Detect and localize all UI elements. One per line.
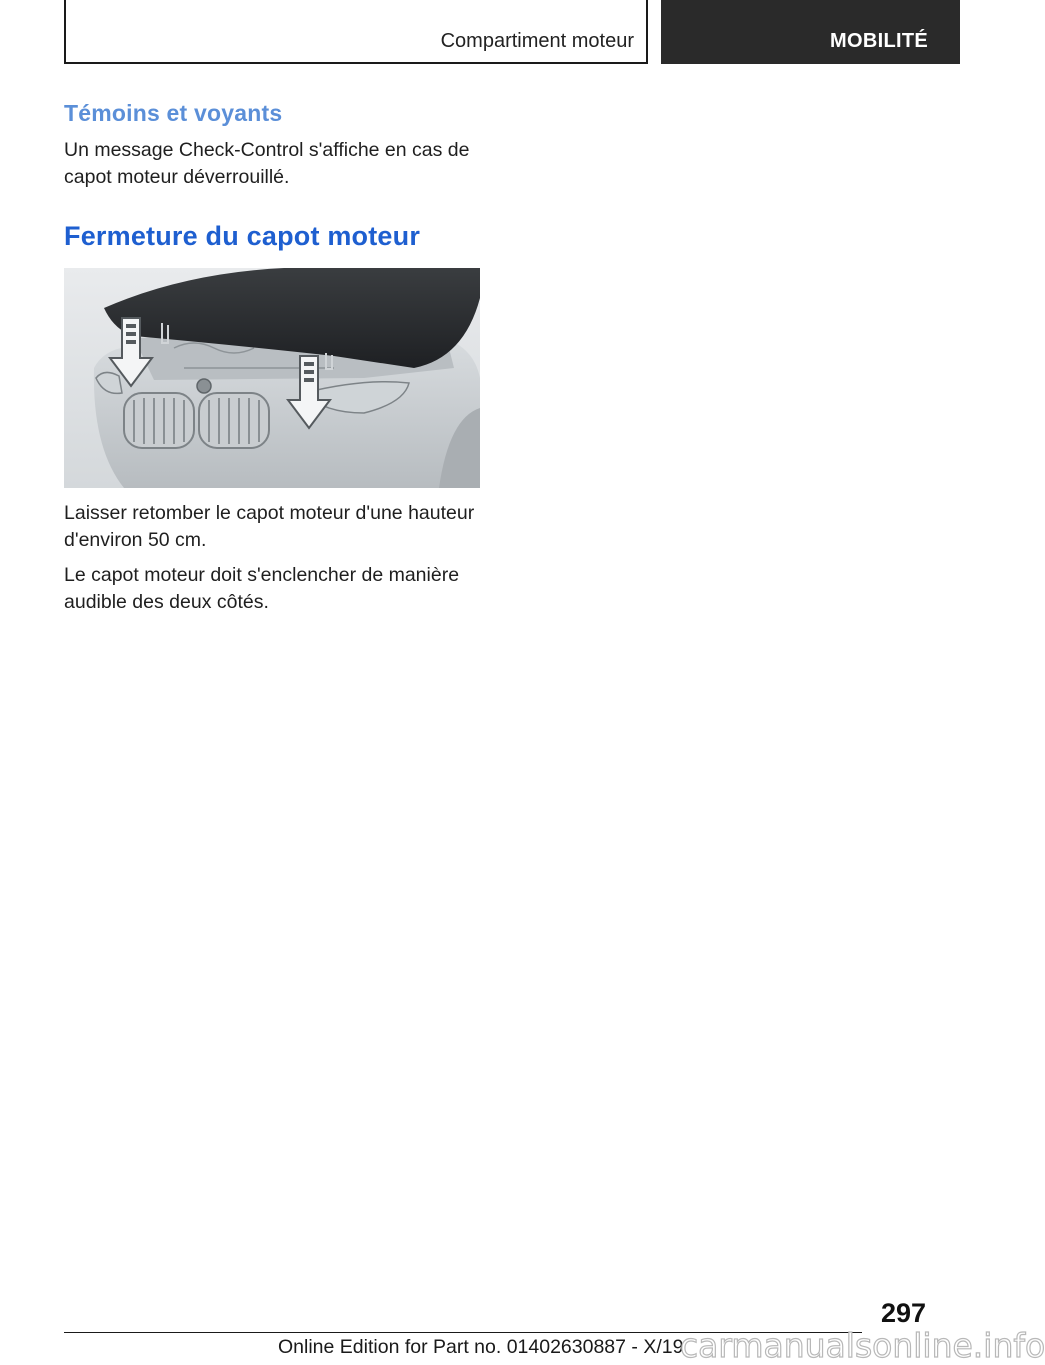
warning-lights-heading: Témoins et voyants [64, 100, 283, 126]
warning-lights-text: Un message Check-Control s'affiche en cas de capot moteur déverrouillé. [64, 139, 470, 188]
section-header [661, 0, 960, 64]
hood-closing-illustration [64, 268, 480, 488]
closing-hood-heading: Fermeture du capot moteur [64, 221, 421, 251]
closing-step-2: Le capot moteur doit s'enclencher de manière audible des deux côtés. [64, 564, 460, 613]
page-number: 297 [880, 1298, 926, 1328]
page-content [64, 100, 480, 624]
closing-step-1: Laisser retomber le capot moteur d'une hauteur d'environ 50 cm. [64, 502, 475, 551]
chapter-title: Compartiment moteur [440, 30, 634, 52]
edition-text: Online Edition for Part no. 01402630887 - X/19 [278, 1336, 684, 1358]
site-watermark: carmanualsonline.info [680, 1326, 1045, 1365]
section-label: MOBILITÉ [830, 30, 928, 52]
chapter-header [64, 0, 648, 64]
brand-emblem [197, 379, 211, 393]
